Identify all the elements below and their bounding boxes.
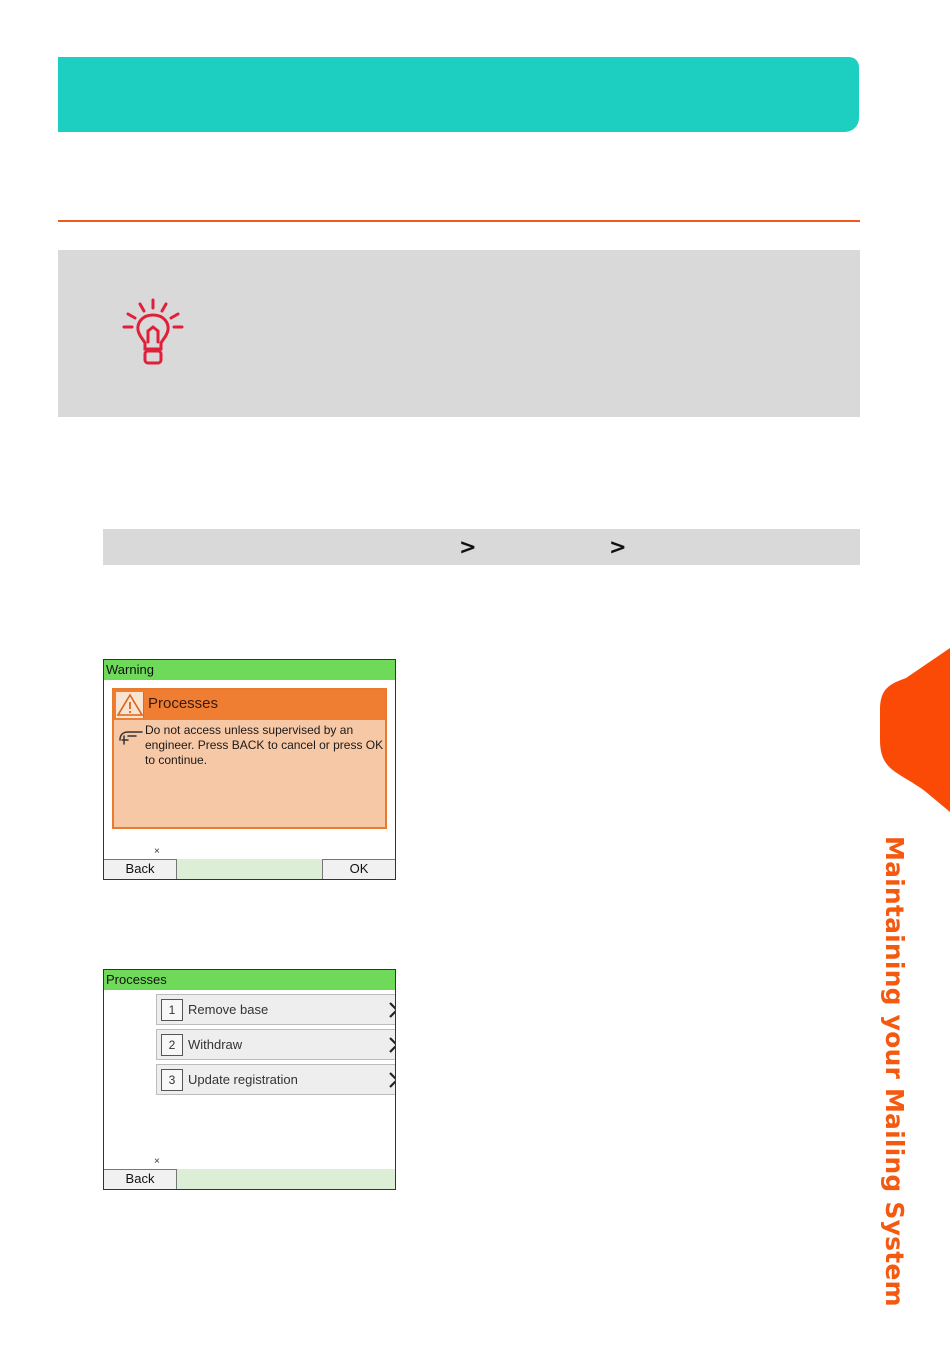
chevron-right-icon (387, 1036, 396, 1054)
menu-item-withdraw[interactable] (156, 1029, 396, 1060)
menu-item-number: 1 (161, 999, 183, 1021)
menu-item-label: Withdraw (188, 1037, 243, 1052)
warning-message: Do not access unless supervised by an engineer. Press BACK to cancel or press OK to continue. (145, 723, 384, 767)
chevron-right-icon (387, 1001, 396, 1019)
path-separator: > (609, 535, 627, 559)
ok-button[interactable]: OK (322, 859, 395, 879)
section-divider (58, 220, 860, 222)
back-button[interactable]: Back (104, 859, 177, 879)
back-button[interactable]: Back (104, 1169, 177, 1189)
screen-title: Warning (104, 660, 395, 680)
close-mark: × (154, 1156, 160, 1167)
section-header-bar (58, 57, 859, 132)
chapter-tab (880, 648, 950, 812)
menu-item-number: 3 (161, 1069, 183, 1091)
menu-item-number: 2 (161, 1034, 183, 1056)
warning-header (114, 690, 385, 720)
warning-panel (112, 688, 387, 829)
chapter-label (875, 836, 913, 1307)
menu-path-bar (103, 529, 860, 565)
chapter-label-text: Maintaining your Mailing System (880, 836, 909, 1307)
close-mark: × (154, 846, 160, 857)
processes-screen (103, 969, 396, 1190)
pointing-hand-icon (118, 728, 144, 746)
menu-item-label: Update registration (188, 1072, 298, 1087)
warning-triangle-icon (116, 692, 144, 718)
chevron-right-icon (387, 1071, 396, 1089)
warning-heading: Processes (148, 695, 219, 712)
path-separator: > (459, 535, 477, 559)
menu-item-remove-base[interactable] (156, 994, 396, 1025)
warning-screen (103, 659, 396, 880)
menu-item-label: Remove base (188, 1002, 269, 1017)
menu-item-update-registration[interactable] (156, 1064, 396, 1095)
lightbulb-icon (122, 298, 184, 368)
screen-title: Processes (104, 970, 395, 990)
